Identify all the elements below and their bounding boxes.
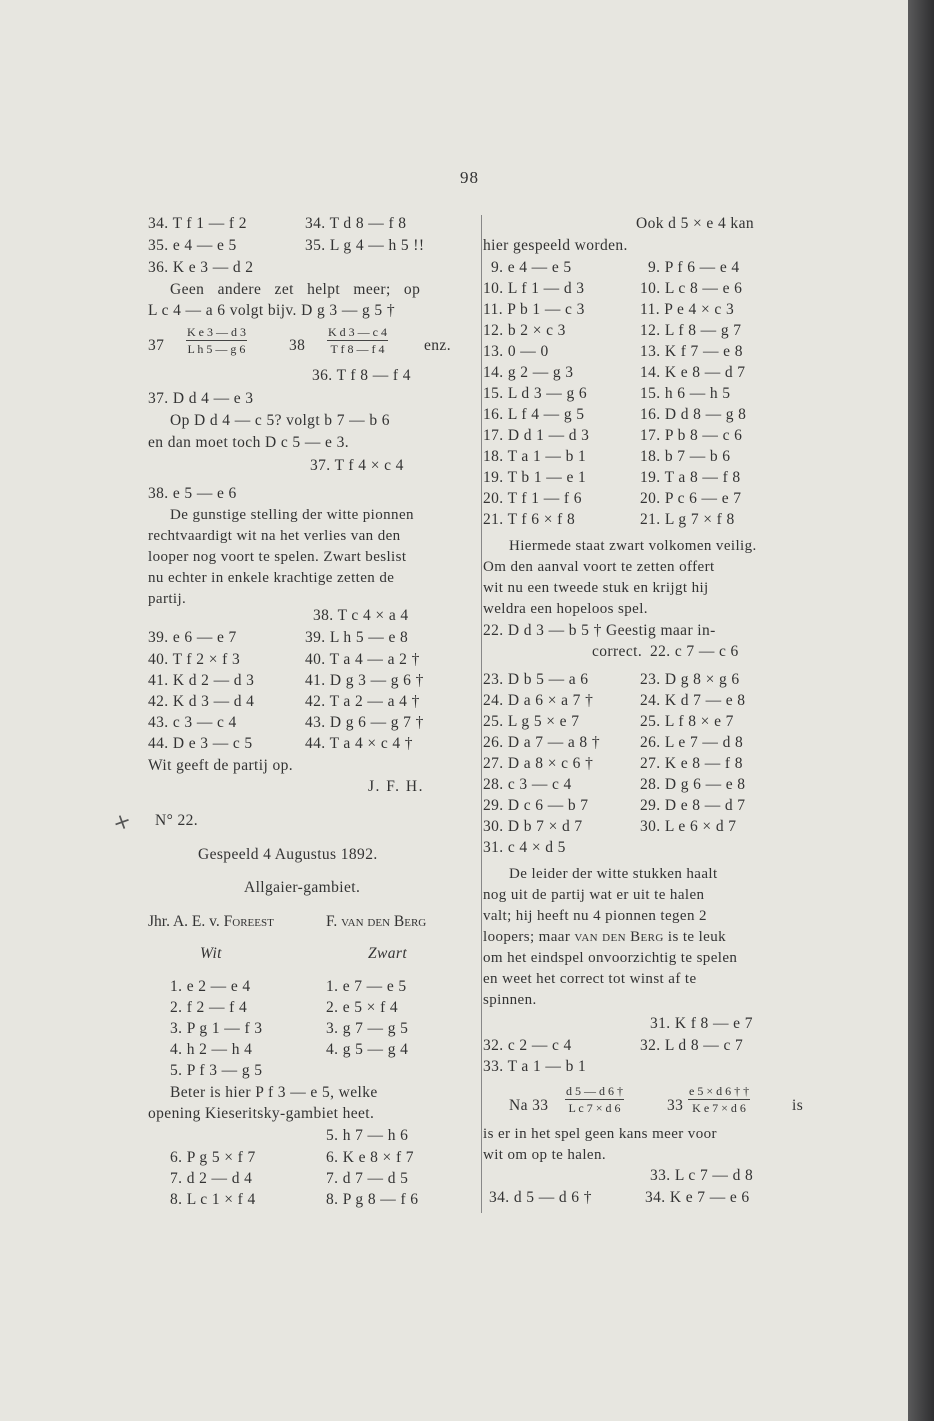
move-white: 4. h 2 — h 4	[170, 1041, 253, 1058]
annotation-line: opening Kieseritsky-gambiet heet.	[148, 1105, 375, 1122]
move-white: 40. T f 2 × f 3	[148, 651, 241, 668]
annotation-text: loopers; maar	[483, 929, 575, 945]
fraction-denominator: L h 5 — g 6	[187, 342, 246, 356]
move-black: 7. d 7 — d 5	[326, 1170, 409, 1187]
column-divider	[481, 215, 482, 1213]
move-white: 33. T a 1 — b 1	[483, 1058, 587, 1075]
annotation-line: Hiermede staat zwart volkomen veilig.	[509, 538, 757, 554]
move-white: 26. D a 7 — a 8 †	[483, 734, 601, 751]
annotation-line: De leider der witte stukken haalt	[509, 866, 718, 882]
move-white: 35. e 4 — e 5	[148, 237, 237, 254]
variation-fraction	[565, 1084, 624, 1115]
annotation-line: Beter is hier P f 3 — e 5, welke	[170, 1084, 378, 1101]
white-heading: Wit	[200, 945, 222, 962]
move-black: 39. L h 5 — e 8	[305, 629, 409, 646]
move-white: 32. c 2 — c 4	[483, 1037, 572, 1054]
move-black: 16. D d 8 — g 8	[640, 406, 747, 423]
move-black: 21. L g 7 × f 8	[640, 511, 735, 528]
annotation-line: correct.	[592, 643, 643, 660]
move-white: 3. P g 1 — f 3	[170, 1020, 263, 1037]
variation-fraction	[688, 1084, 750, 1115]
annotation-line: weldra een hopeloos spel.	[483, 601, 648, 617]
move-black: 32. L d 8 — c 7	[640, 1037, 744, 1054]
annotation-line: rechtvaardigt wit na het verlies van den	[148, 528, 401, 544]
move-white: 7. d 2 — d 4	[170, 1170, 253, 1187]
variation-number: 38	[289, 337, 306, 354]
move-black: 19. T a 8 — f 8	[640, 469, 741, 486]
move-white: 44. D e 3 — c 5	[148, 735, 253, 752]
move-black: 3. g 7 — g 5	[326, 1020, 409, 1037]
move-black: 22. c 7 — c 6	[650, 643, 739, 660]
move-white: 34. d 5 — d 6 †	[489, 1189, 592, 1206]
white-player-name: Foreest	[223, 913, 274, 930]
move-black: 33. L c 7 — d 8	[650, 1167, 754, 1184]
move-white: 24. D a 6 × a 7 †	[483, 692, 594, 709]
annotation-line: nu echter in enkele krachtige zetten de	[148, 570, 395, 586]
annotation-line: wit om op te halen.	[483, 1147, 606, 1163]
move-white: 6. P g 5 × f 7	[170, 1149, 256, 1166]
move-black: 11. P e 4 × c 3	[640, 301, 735, 318]
move-white: 17. D d 1 — d 3	[483, 427, 590, 444]
move-white: 30. D b 7 × d 7	[483, 818, 583, 835]
move-white: 8. L c 1 × f 4	[170, 1191, 256, 1208]
move-black: 14. K e 8 — d 7	[640, 364, 746, 381]
move-white: 21. T f 6 × f 8	[483, 511, 576, 528]
move-white: 31. c 4 × d 5	[483, 839, 566, 856]
variation-number: 33	[667, 1097, 684, 1114]
move-black: 42. T a 2 — a 4 †	[305, 693, 420, 710]
fraction-numerator: K e 3 — d 3	[187, 325, 246, 339]
move-black: 15. h 6 — h 5	[640, 385, 731, 402]
variation-enz: enz.	[424, 337, 451, 354]
annotation-line: om het eindspel onvoorzichtig te spelen	[483, 950, 738, 966]
move-white: 15. L d 3 — g 6	[483, 385, 588, 402]
move-white: 39. e 6 — e 7	[148, 629, 237, 646]
move-white: 34. T f 1 — f 2	[148, 215, 247, 232]
fraction-numerator: e 5 × d 6 † †	[689, 1084, 750, 1098]
annotation-line: partij.	[148, 591, 187, 607]
move-black: 8. P g 8 — f 6	[326, 1191, 419, 1208]
move-black: 13. K f 7 — e 8	[640, 343, 743, 360]
fraction-denominator: L c 7 × d 6	[568, 1101, 621, 1115]
annotation-line: Geen andere zet helpt meer; op	[170, 281, 421, 298]
move-black: 29. D e 8 — d 7	[640, 797, 746, 814]
move-white: 27. D a 8 × c 6 †	[483, 755, 594, 772]
move-black: 28. D g 6 — e 8	[640, 776, 746, 793]
fraction-denominator: K e 7 × d 6	[692, 1101, 746, 1115]
signature: J. F. H.	[368, 778, 424, 795]
move-white: 9. e 4 — e 5	[491, 259, 572, 276]
move-black: 38. T c 4 × a 4	[313, 607, 409, 624]
move-black: 9. P f 6 — e 4	[648, 259, 740, 276]
annotation-line: L c 4 — a 6 volgt bijv. D g 3 — g 5 †	[148, 302, 395, 319]
annotation-line: nog uit de partij wat er uit te halen	[483, 887, 705, 903]
annotation-line: looper nog voort te spelen. Zwart beslist	[148, 549, 407, 565]
move-black: 37. T f 4 × c 4	[310, 457, 404, 474]
annotation-line: Wit geeft de partij op.	[148, 757, 294, 774]
move-white: 1. e 2 — e 4	[170, 978, 251, 995]
page-number: 98	[460, 168, 479, 187]
move-white: 25. L g 5 × e 7	[483, 713, 580, 730]
game-number: N° 22.	[155, 812, 199, 829]
variation-fraction	[327, 325, 388, 356]
move-white: 42. K d 3 — d 4	[148, 693, 255, 710]
move-black: 17. P b 8 — c 6	[640, 427, 743, 444]
move-white: 41. K d 2 — d 3	[148, 672, 255, 689]
move-black: 36. T f 8 — f 4	[312, 367, 411, 384]
move-black: 43. D g 6 — g 7 †	[305, 714, 424, 731]
player-name: van den Berg	[574, 929, 664, 945]
move-white: 43. c 3 — c 4	[148, 714, 237, 731]
move-white: 16. L f 4 — g 5	[483, 406, 585, 423]
annotation-line: en weet het correct tot winst af te	[483, 971, 697, 987]
move-black: 31. K f 8 — e 7	[650, 1015, 753, 1032]
annotation-line: hier gespeeld worden.	[483, 237, 628, 254]
move-black: 44. T a 4 × c 4 †	[305, 735, 413, 752]
move-white: 22. D d 3 — b 5 † Geestig maar in-	[483, 622, 716, 639]
move-black: 2. e 5 × f 4	[326, 999, 399, 1016]
black-heading: Zwart	[368, 945, 408, 962]
move-black: 23. D g 8 × g 6	[640, 671, 740, 688]
move-white: 38. e 5 — e 6	[148, 485, 237, 502]
annotation-text: is te leuk	[663, 929, 727, 945]
move-black: 40. T a 4 — a 2 †	[305, 651, 420, 668]
fraction-numerator: K d 3 — c 4	[328, 325, 387, 339]
move-white: 23. D b 5 — a 6	[483, 671, 589, 688]
variation-fraction	[186, 325, 247, 356]
move-black: 10. L c 8 — e 6	[640, 280, 743, 297]
black-player	[326, 912, 426, 932]
page-edge-shadow	[908, 0, 934, 1421]
fraction-numerator: d 5 — d 6 †	[566, 1084, 623, 1098]
annotation-line: valt; hij heeft nu 4 pionnen tegen 2	[483, 908, 707, 924]
white-player	[148, 912, 274, 932]
white-player-prefix: Jhr. A. E. v.	[148, 913, 224, 930]
move-black: 1. e 7 — e 5	[326, 978, 407, 995]
move-white: 28. c 3 — c 4	[483, 776, 572, 793]
move-black: 27. K e 8 — f 8	[640, 755, 743, 772]
annotation-line: Om den aanval voort te zetten offert	[483, 559, 715, 575]
move-white: 2. f 2 — f 4	[170, 999, 248, 1016]
move-black: 30. L e 6 × d 7	[640, 818, 737, 835]
move-black: 5. h 7 — h 6	[326, 1127, 409, 1144]
move-black: 18. b 7 — b 6	[640, 448, 731, 465]
move-white: 18. T a 1 — b 1	[483, 448, 587, 465]
move-white: 10. L f 1 — d 3	[483, 280, 585, 297]
annotation-line	[483, 927, 726, 947]
move-black: 26. L e 7 — d 8	[640, 734, 744, 751]
move-black: 24. K d 7 — e 8	[640, 692, 746, 709]
pencil-mark: +	[109, 807, 136, 838]
fraction-denominator: T f 8 — f 4	[330, 342, 385, 356]
move-black: 34. T d 8 — f 8	[305, 215, 407, 232]
game-date: Gespeeld 4 Augustus 1892.	[198, 846, 378, 863]
move-black: 25. L f 8 × e 7	[640, 713, 734, 730]
move-black: 41. D g 3 — g 6 †	[305, 672, 424, 689]
annotation-line: Na 33	[509, 1097, 549, 1114]
move-white: 19. T b 1 — e 1	[483, 469, 587, 486]
annotation-line: en dan moet toch D c 5 — e 3.	[148, 434, 349, 451]
move-black: 4. g 5 — g 4	[326, 1041, 409, 1058]
move-black: 34. K e 7 — e 6	[645, 1189, 750, 1206]
move-white: 14. g 2 — g 3	[483, 364, 574, 381]
annotation-line: wit nu een tweede stuk en krijgt hij	[483, 580, 709, 596]
annotation-line: Ook d 5 × e 4 kan	[636, 215, 754, 232]
move-black: 35. L g 4 — h 5 !!	[305, 237, 425, 254]
black-player-prefix: F.	[326, 913, 342, 930]
move-black: 6. K e 8 × f 7	[326, 1149, 414, 1166]
move-white: 29. D c 6 — b 7	[483, 797, 589, 814]
move-white: 11. P b 1 — c 3	[483, 301, 585, 318]
move-white: 12. b 2 × c 3	[483, 322, 566, 339]
black-player-name: van den Berg	[341, 913, 427, 930]
annotation-line: is er in het spel geen kans meer voor	[483, 1126, 717, 1142]
variation-number: 37	[148, 337, 165, 354]
move-black: 20. P c 6 — e 7	[640, 490, 742, 507]
annotation-line: Op D d 4 — c 5? volgt b 7 — b 6	[170, 412, 390, 429]
annotation-line: is	[792, 1097, 804, 1114]
move-white: 13. 0 — 0	[483, 343, 549, 360]
move-white: 36. K e 3 — d 2	[148, 259, 254, 276]
move-white: 37. D d 4 — e 3	[148, 390, 254, 407]
move-white: 5. P f 3 — g 5	[170, 1062, 263, 1079]
move-white: 20. T f 1 — f 6	[483, 490, 582, 507]
move-black: 12. L f 8 — g 7	[640, 322, 742, 339]
annotation-line: spinnen.	[483, 992, 537, 1008]
opening-name: Allgaier-gambiet.	[244, 879, 361, 896]
annotation-line: De gunstige stelling der witte pionnen	[170, 507, 414, 523]
